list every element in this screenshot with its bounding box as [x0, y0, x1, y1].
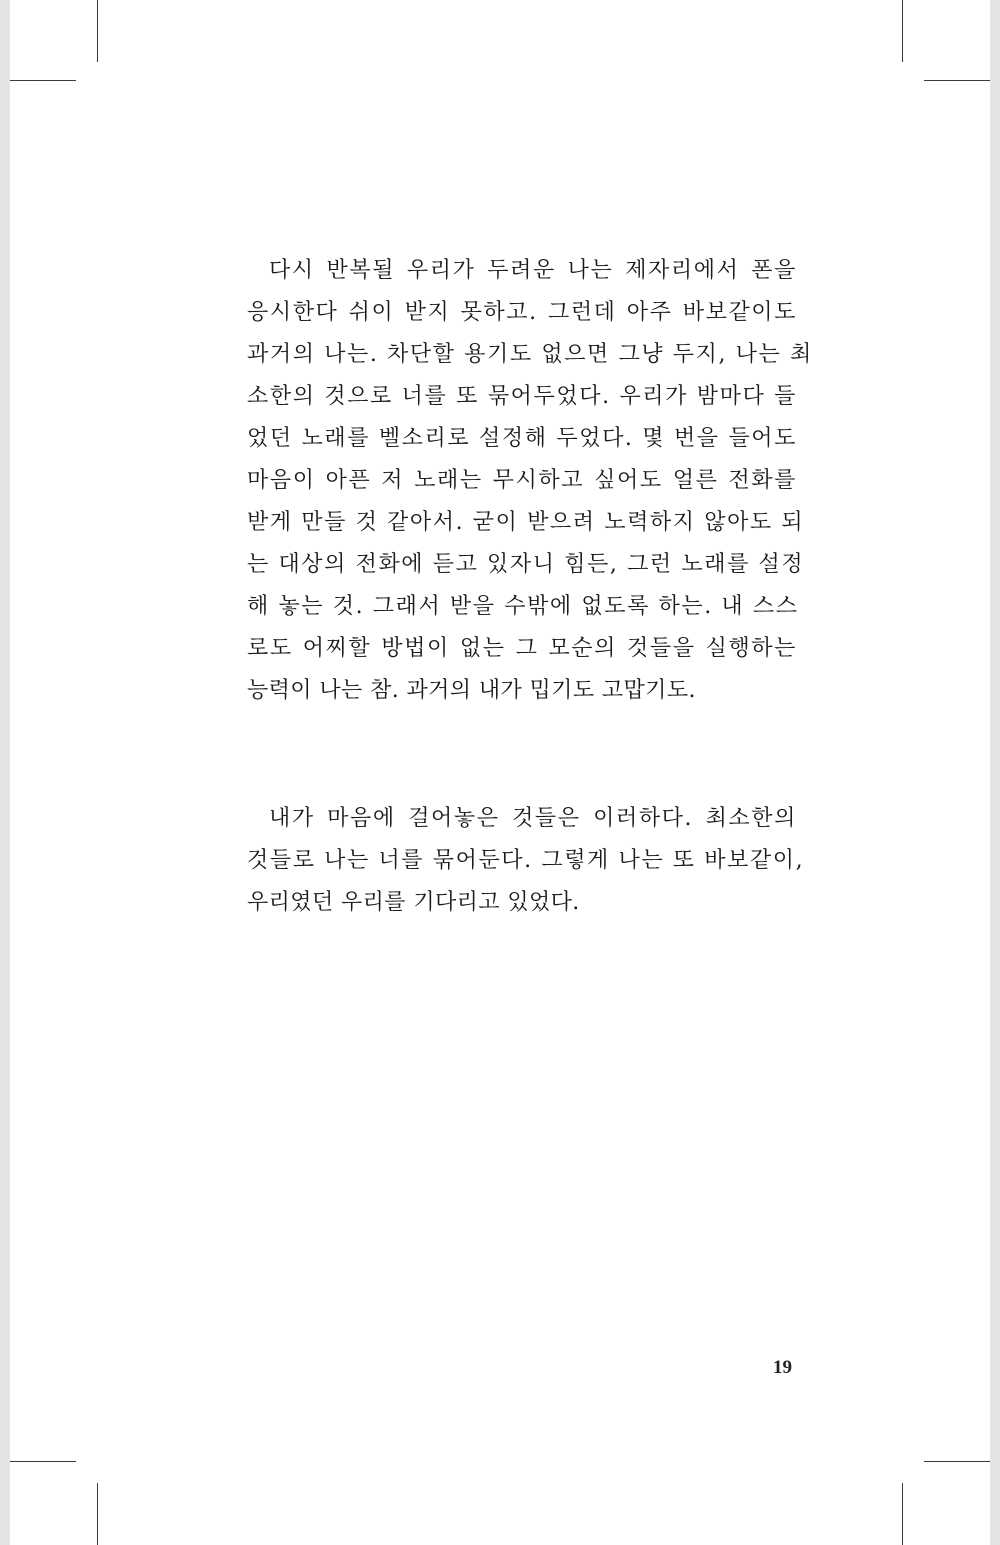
page-edge-left	[0, 0, 10, 1545]
crop-mark-top-left-horizontal	[10, 80, 76, 81]
paragraph-1	[247, 250, 813, 712]
page-edge-right	[990, 0, 1000, 1545]
crop-mark-top-right-horizontal	[924, 80, 990, 81]
crop-mark-bottom-left-vertical	[97, 1483, 98, 1545]
crop-mark-bottom-right-vertical	[902, 1483, 903, 1545]
paragraph-line: 우리였던 우리를 기다리고 있었다.	[247, 890, 580, 915]
paragraph-line: 능력이 나는 참. 과거의 내가 밉기도 고맙기도.	[247, 678, 696, 703]
paragraph-2	[247, 798, 805, 924]
crop-mark-top-right-vertical	[902, 0, 903, 62]
paragraph-line: 해 놓는 것. 그래서 받을 수밖에 없도록 하는. 내 스스	[247, 594, 799, 619]
crop-mark-bottom-right-horizontal	[924, 1461, 990, 1462]
paragraph-line: 것들로 나는 너를 묶어둔다. 그렇게 나는 또 바보같이,	[247, 848, 805, 873]
paragraph-line: 응시한다 쉬이 받지 못하고. 그런데 아주 바보같이도	[247, 300, 797, 325]
page-number: 19	[773, 1357, 792, 1378]
paragraph-line: 었던 노래를 벨소리로 설정해 두었다. 몇 번을 들어도	[247, 426, 797, 451]
crop-mark-bottom-left-horizontal	[10, 1461, 76, 1462]
paragraph-line: 마음이 아픈 저 노래는 무시하고 싶어도 얼른 전화를	[247, 468, 797, 493]
paragraph-line: 과거의 나는. 차단할 용기도 없으면 그냥 두지, 나는 최	[247, 342, 813, 367]
paragraph-line: 내가 마음에 걸어놓은 것들은 이러하다. 최소한의	[269, 806, 797, 831]
paragraph-line: 받게 만들 것 같아서. 굳이 받으려 노력하지 않아도 되	[247, 510, 805, 535]
paragraph-line: 는 대상의 전화에 듣고 있자니 힘든, 그런 노래를 설정	[247, 552, 805, 577]
paragraph-line: 소한의 것으로 너를 또 묶어두었다. 우리가 밤마다 들	[247, 384, 797, 409]
crop-mark-top-left-vertical	[97, 0, 98, 62]
paragraph-line: 다시 반복될 우리가 두려운 나는 제자리에서 폰을	[269, 258, 797, 283]
paragraph-line: 로도 어찌할 방법이 없는 그 모순의 것들을 실행하는	[247, 636, 797, 661]
